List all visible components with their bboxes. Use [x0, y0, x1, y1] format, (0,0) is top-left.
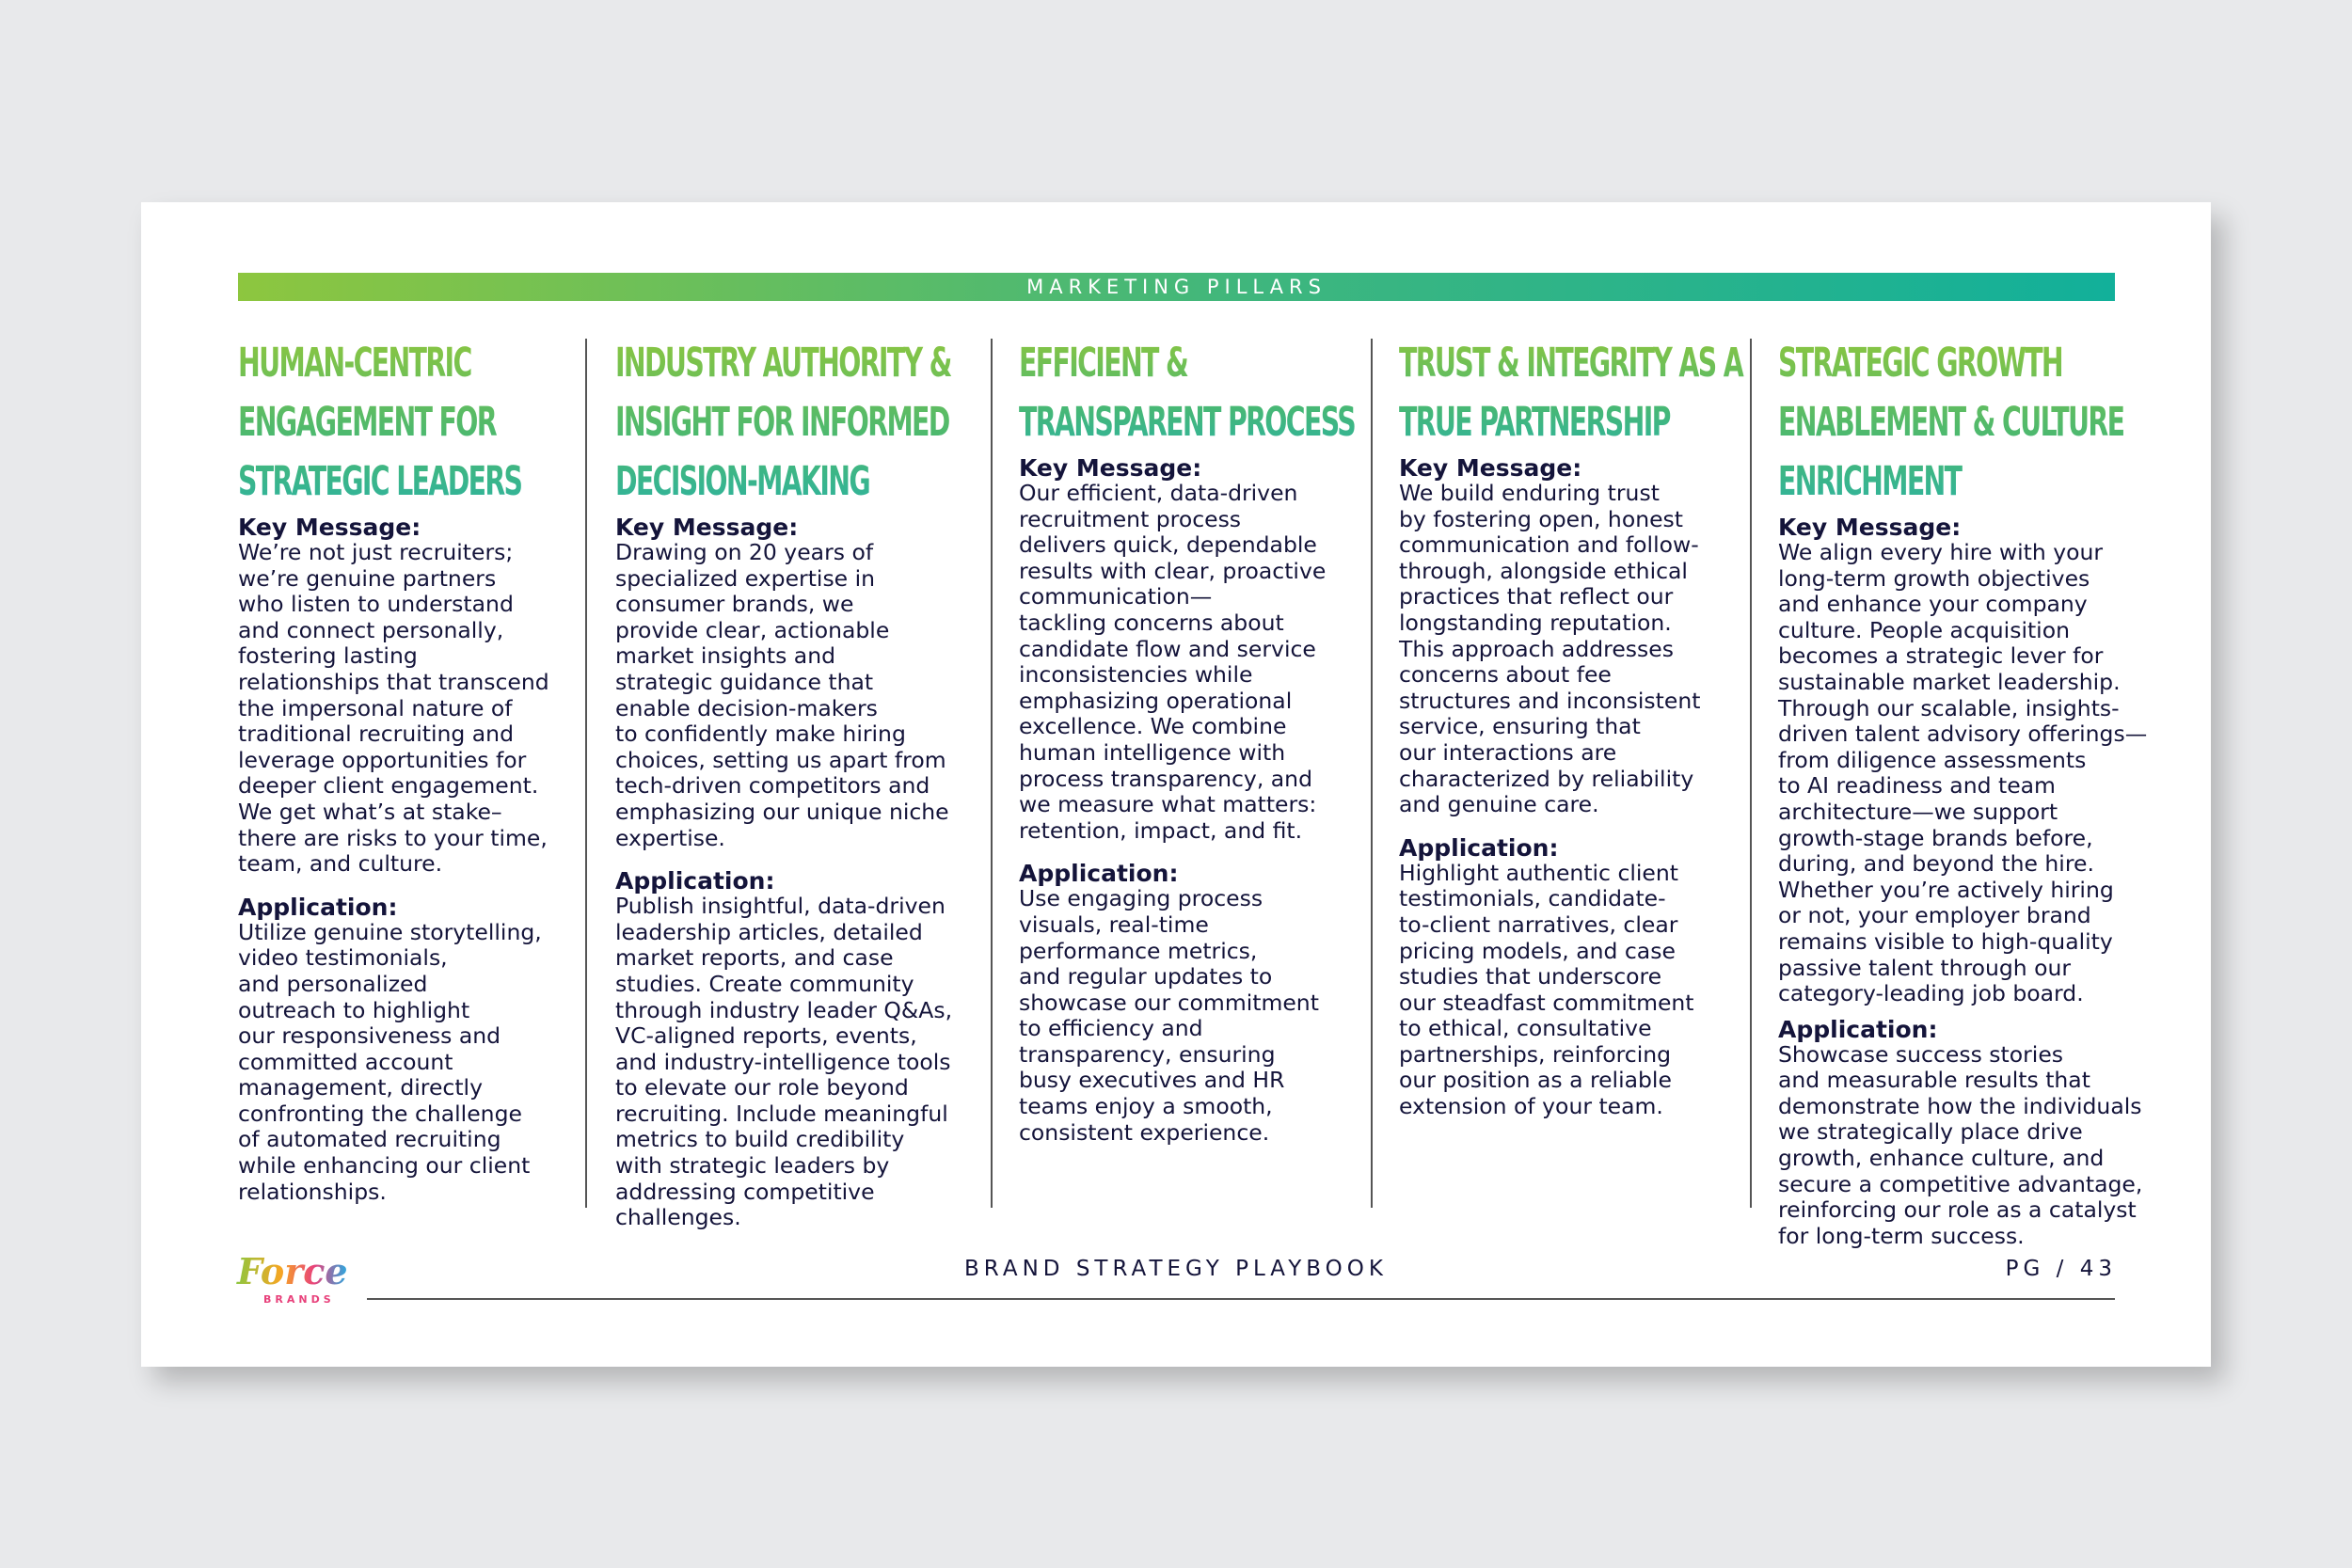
key-message-text: Drawing on 20 years of specialized expertise in consumer brands, we provide clear, actionable market insights and strategic guidance that enable decision-makers to confidently make hiring choices, setting us apart from tech-driven competitors and emphasizing our unique niche expertise.	[615, 539, 949, 851]
key-message-text: Our efficient, data-driven recruitment process delivers quick, dependable results with clear, proactive communication— tackling concerns about candidate flow and service inconsistencies while emphasizing operational excellence. We combine human intelligence with process transparency, and we measure what matters: retention, impact, and fit.	[1019, 480, 1327, 844]
key-message-label: Key Message:	[1778, 514, 1962, 541]
application-text: Publish insightful, data-driven leadership articles, detailed market reports, and case studies. Create community through industry leader Q&As, VC-aligned reports, events, and industry-intelligence tools to elevate our role beyond recruiting. Include meaningful metrics to build credibility with strategic leaders by addressing competitive challenges.	[615, 893, 953, 1231]
application-text: Utilize genuine storytelling, video testimonials, and personalized outreach to highlight our responsiveness and committed account management, directly confronting the challenge of automated recruiting while enhancing our client relationships.	[238, 918, 542, 1205]
pillar-column-1	[238, 334, 596, 1205]
key-message-text: We align every hire with your long-term growth objectives and enhance your company culture. People acquisition becomes a strategic lever for sustainable market leadership. Through our scalable, insights- driven talent advisory offerings— from diligence assessments to AI readiness and team architecture—we support growth-stage brands before, during, and beyond the hire. Whether you’re actively hiring or not, your employer brand remains visible to high-quality passive talent through our category-leading job board.	[1778, 539, 2148, 1007]
application-text: Use engaging process visuals, real-time performance metrics, and regular updates to showcase our commitment to efficiency and transparency, ensuring busy executives and HR teams enjoy a smooth, consistent experience.	[1019, 885, 1319, 1146]
application-text: Showcase success stories and measurable results that demonstrate how the individuals we strategically place drive growth, enhance culture, and secure a competitive advantage, reinforcing our role as a catalyst for long-term success.	[1778, 1040, 2143, 1249]
section-banner: MARKETING PILLARS	[238, 273, 2115, 301]
logo-subtext: BRANDS	[263, 1293, 335, 1306]
column-divider	[991, 339, 993, 1208]
pillar-title: STRATEGIC GROWTH ENABLEMENT & CULTURE ENRICHMENT	[1778, 334, 2143, 512]
key-message-label: Key Message:	[238, 514, 421, 541]
key-message-label: Key Message:	[615, 514, 799, 541]
application-label: Application:	[1019, 860, 1179, 888]
application-text: Highlight authentic client testimonials, candidate- to-client narratives, clear pricing models, and case studies that underscore our steadfast commitment to ethical, consultative partnerships, reinforcing our position as a reliable extension of your team.	[1399, 859, 1694, 1120]
application-label: Application:	[238, 893, 398, 921]
pillar-column-4	[1399, 334, 1756, 1120]
application-label: Application:	[615, 867, 775, 895]
force-brands-logo	[235, 1244, 367, 1310]
footer-title: BRAND STRATEGY PLAYBOOK	[964, 1257, 1388, 1281]
pillar-column-2	[615, 334, 973, 1231]
key-message-text: We build enduring trust by fostering open, honest communication and follow- through, alongside ethical practices that reflect our longstanding reputation. This approach addresses concerns about fee structures and inconsistent service, ensuring that our interactions are characterized by reliability and genuine care.	[1399, 480, 1701, 818]
pillar-column-5	[1778, 334, 2173, 1249]
application-label: Application:	[1778, 1015, 1938, 1043]
page-number: PG / 43	[2005, 1257, 2117, 1281]
key-message-label: Key Message:	[1399, 454, 1582, 482]
key-message-text: We’re not just recruiters; we’re genuine partners who listen to understand and connect personally, fostering lasting relationships that transcend the impersonal nature of traditional recruiting and leverage opportunities for deeper client engagement. We get what’s at stake– there are risks to your time, team, and culture.	[238, 539, 549, 878]
pillar-title: INDUSTRY AUTHORITY & INSIGHT FOR INFORMED DECISION-MAKING	[615, 334, 974, 512]
footer-rule	[367, 1298, 2115, 1300]
pillar-title: EFFICIENT & TRANSPARENT PROCESS	[1019, 334, 1377, 452]
logo-wordmark: Force	[237, 1250, 348, 1292]
pillar-title: TRUST & INTEGRITY AS A TRUE PARTNERSHIP	[1399, 334, 1757, 452]
application-label: Application:	[1399, 833, 1559, 862]
playbook-page	[141, 202, 2211, 1367]
pillar-title: HUMAN-CENTRIC ENGAGEMENT FOR STRATEGIC LEADERS	[238, 334, 596, 512]
pillar-column-3	[1019, 334, 1376, 1146]
key-message-label: Key Message:	[1019, 454, 1202, 482]
